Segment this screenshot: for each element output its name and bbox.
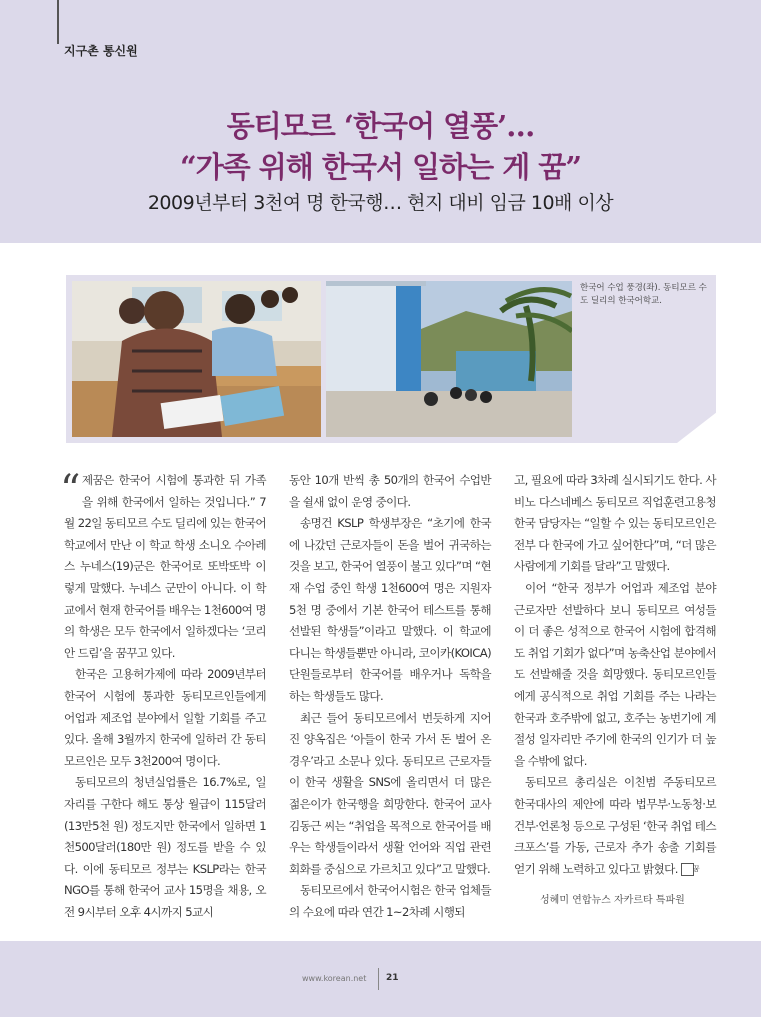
page-number: 21 — [386, 973, 399, 983]
paragraph: 동티모르에서 한국어시험은 한국 업체들의 수요에 따라 연간 1~2차례 시행되 — [289, 883, 491, 919]
opening-quote-mark: “ — [60, 467, 80, 513]
article-title-line-1: 동티모르 ‘한국어 열풍’… — [226, 109, 535, 143]
section-rule — [57, 0, 59, 44]
paragraph — [514, 772, 716, 880]
paragraph: 제꿈은 한국어 시험에 통과한 뒤 가족을 위해 한국에서 일하는 것입니다.” 7월 22일 동티모르 수도 딜리에 있는 한국어 학교에서 만난 이 학교 학생 소니오 수아레스 누네스(19)군은 한국어로 또박또박 이렇게 말했다. 누네스 군만이 아니다. 이 학교에서 현재 한국어를 배우는 1천600여 명의 학생은 모두 한국에서 일하겠다는 ‘코리안 드림’을 꿈꾸고 있다. — [64, 473, 266, 660]
article-column-3 — [514, 470, 716, 880]
article-subtitle: 2009년부터 3천여 명 한국행… 현지 대비 임금 10배 이상 — [147, 192, 614, 214]
paragraph: 송명건 KSLP 학생부장은 “초기에 한국에 나갔던 근로자들이 돈을 벌어 귀국하는 것을 보고, 한국어 열풍이 불고 있다”며 “현재 수업 중인 학생 1천600여 명은 지원자 5천 명 중에서 기본 한국어 테스트를 통해 선발된 학생들”이라고 말했다. 이 학교에 다니는 학생들뿐만 아니라, 코이카(KOICA) 단원들로부터 한국어를 배우거나 독학을 하는 학생들도 많다. — [289, 516, 492, 703]
paragraph: 동안 10개 반씩 총 50개의 한국어 수업반을 쉴새 없이 운영 중이다. — [289, 473, 491, 509]
paragraph: 최근 들어 동티모르에서 번듯하게 지어진 양옥집은 ‘아들이 한국 가서 돈 벌어 온 경우’라고 소문나 있다. 동티모르 근로자들이 한국 생활을 SNS에 올리면서 더 많은 젊은이가 한국행을 희망한다. 한국어 교사 김동근 씨는 “취업을 목적으로 한국어를 배우는 학생들이라서 생활 언어와 직업 관련 회화를 중심으로 가르치고 있다”고 말했다. — [289, 710, 491, 876]
footer-divider — [378, 968, 379, 990]
site-url[interactable]: www.korean.net — [302, 974, 367, 983]
photo-caption: 한국어 수업 풍경(좌). 동티모르 수도 딜리의 한국어학교. — [580, 283, 707, 306]
paragraph: 한국은 고용허가제에 따라 2009년부터 한국어 시험에 통과한 동티모르인들에게 어업과 제조업 분야에서 일할 기회를 주고 있다. 올해 3월까지 한국에 일하러 간 동티모르인은 모두 3천200여 명이다. — [64, 667, 266, 768]
section-label: 지구촌 통신원 — [64, 44, 138, 58]
article-title-line-2: “가족 위해 한국서 일하는 게 꿈” — [179, 150, 581, 184]
footer-band — [0, 941, 761, 1017]
paragraph: 동티모르의 청년실업률은 16.7%로, 일자리를 구한다 해도 통상 월급이 115달러(13만5천 원) 정도지만 한국에서 일하면 1천500달러(180만 원) 정도를 받을 수 있다. 이에 동티모르 정부는 KSLP라는 한국 NGO를 통해 한국어 교사 15명을 채용, 오전 9시부터 오후 4시까지 5교시 — [64, 775, 266, 919]
school-photo — [326, 281, 572, 437]
end-mark-icon: 꿈 — [681, 863, 694, 876]
byline: 성혜미 연합뉴스 자카르타 특파원 — [540, 895, 685, 906]
classroom-photo — [72, 281, 321, 437]
paragraph-text: 동티모르 총리실은 이친범 주동티모르 한국대사의 제안에 따라 법무부·노동청·보건부·언론청 등으로 구성된 ‘한국 취업 테스크포스’를 가동, 근로자 추가 송출 기회를 얻기 위해 노력하고 있다고 밝혔다. — [514, 775, 716, 876]
paragraph: 고, 필요에 따라 3차례 실시되기도 한다. 사비노 다스네베스 동티모르 직업훈련고용청 한국 담당자는 “일할 수 있는 동티모르인은 전부 다 한국에 가고 싶어한다”며, “더 많은 사람에게 기회를 달라”고 말했다. — [514, 473, 717, 574]
article-column-2 — [289, 470, 491, 923]
paragraph: 이어 “한국 정부가 어업과 제조업 분야 근로자만 선발하다 보니 동티모르 여성들이 더 좋은 성적으로 한국어 시험에 합격해도 취업 기회가 없다”며 농축산업 분야에서도 선발해줄 것을 희망했다. 동티모르인들에게 공식적으로 취업 기회를 주는 나라는 한국과 호주밖에 없고, 호주는 농번기에 계절성 일자리만 주기에 한국의 인기가 더 높을 수밖에 없다. — [514, 580, 716, 768]
article-column-1 — [60, 467, 266, 923]
